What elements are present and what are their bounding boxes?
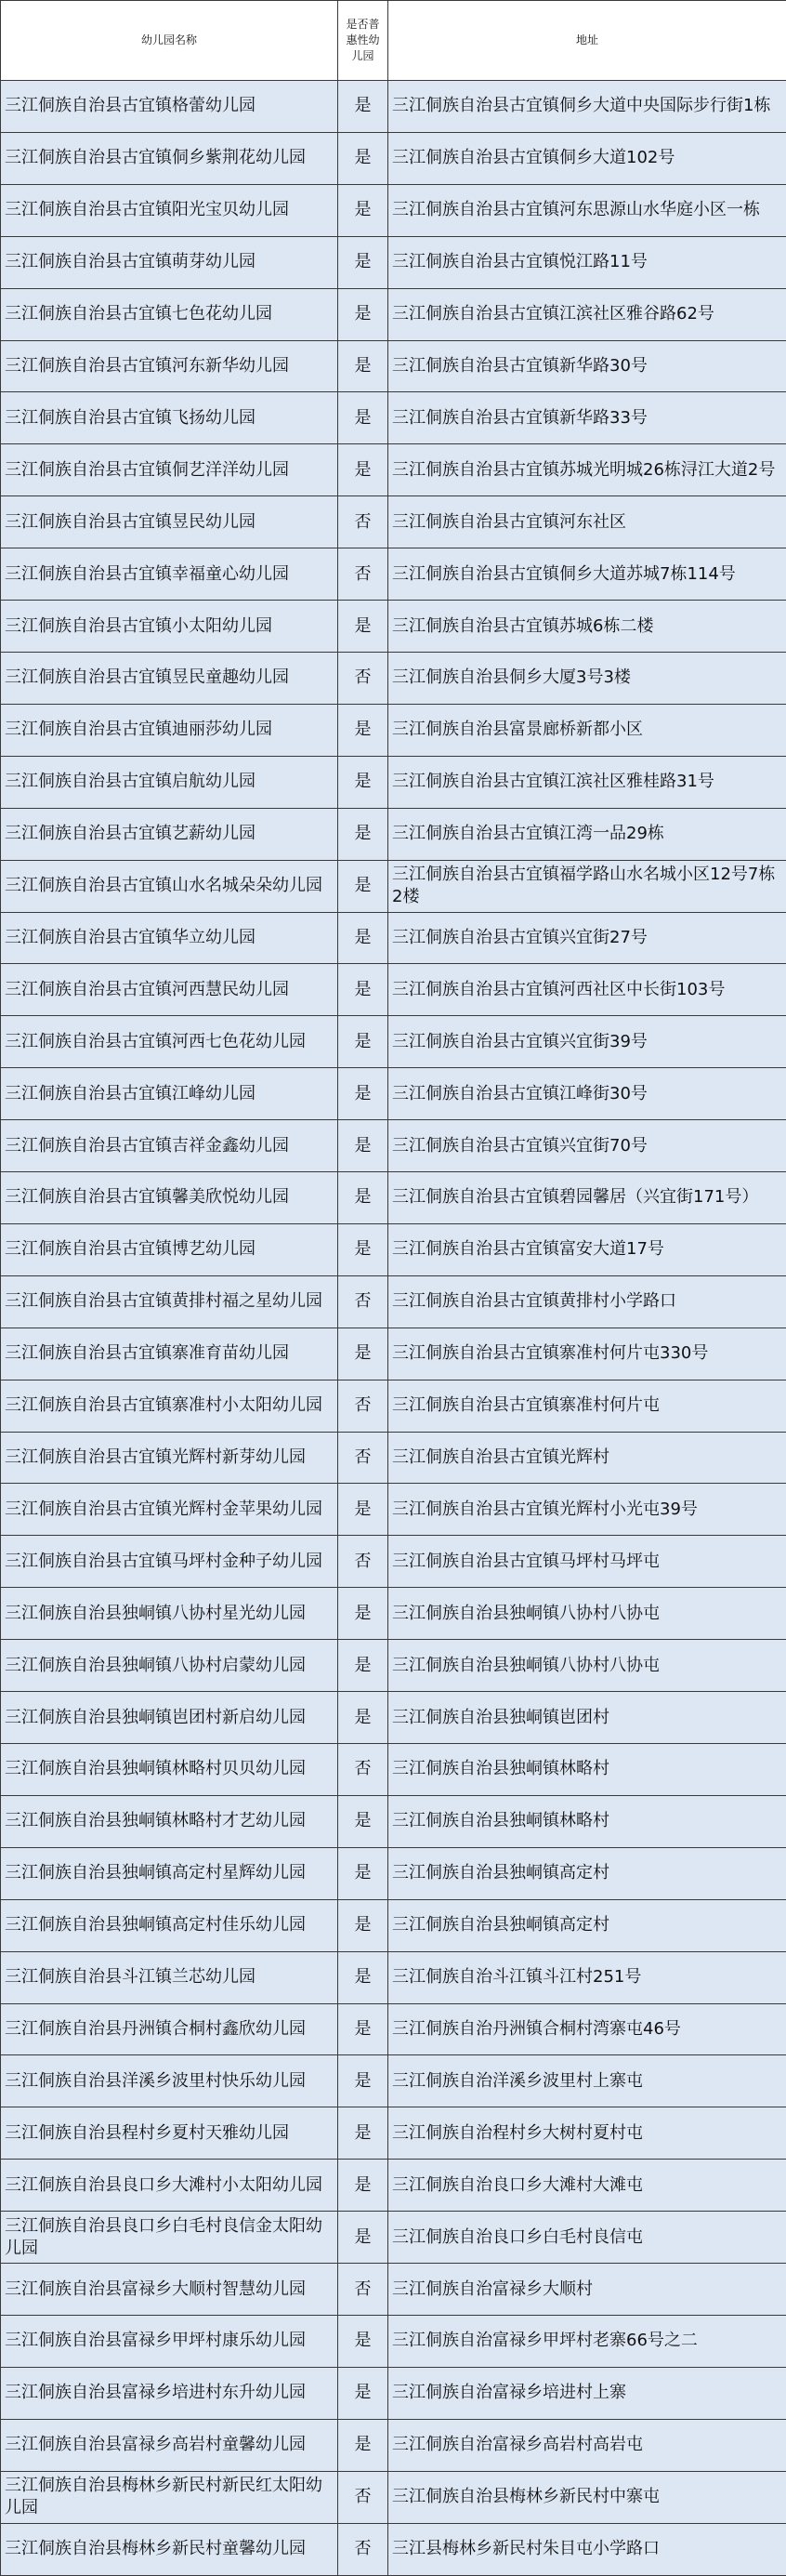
table-row	[1, 2471, 786, 2523]
inclusive-flag-cell: 是	[338, 1795, 388, 1847]
address-cell: 三江侗族自治县古宜镇河西社区中长街103号	[388, 964, 786, 1016]
table-row	[1, 1536, 786, 1588]
inclusive-flag-cell: 是	[338, 601, 388, 653]
kindergarten-name-cell: 三江侗族自治县程村乡夏村天雅幼儿园	[1, 2107, 338, 2160]
inclusive-flag-cell: 是	[338, 392, 388, 444]
inclusive-flag-cell: 是	[338, 444, 388, 496]
address-cell: 三江侗族自治县古宜镇江湾一品29栋	[388, 808, 786, 860]
address-cell: 三江侗族自治富禄乡甲坪村老寨66号之二	[388, 2315, 786, 2367]
kindergarten-name-cell: 三江侗族自治县独峒镇八协村星光幼儿园	[1, 1588, 338, 1640]
table-row	[1, 2055, 786, 2107]
table-row	[1, 1223, 786, 1275]
table-row	[1, 1692, 786, 1744]
table-row	[1, 548, 786, 601]
kindergarten-name-cell: 三江侗族自治县独峒镇高定村佳乐幼儿园	[1, 1899, 338, 1951]
address-cell: 三江侗族自治县古宜镇兴宜街27号	[388, 912, 786, 964]
inclusive-flag-cell: 是	[338, 2367, 388, 2419]
address-cell: 三江侗族自治程村乡大树村夏村屯	[388, 2107, 786, 2160]
table-row	[1, 2264, 786, 2316]
inclusive-flag-cell: 是	[338, 1016, 388, 1068]
table-row	[1, 808, 786, 860]
address-cell: 三江侗族自治县古宜镇寨准村何片屯330号	[388, 1328, 786, 1380]
inclusive-flag-cell: 否	[338, 1536, 388, 1588]
header-name: 幼儿园名称	[1, 1, 338, 81]
inclusive-flag-cell: 否	[338, 1275, 388, 1328]
inclusive-flag-cell: 否	[338, 496, 388, 548]
kindergarten-name-cell: 三江侗族自治县独峒镇八协村启蒙幼儿园	[1, 1640, 338, 1692]
address-cell: 三江县梅林乡新民村朱目屯小学路口	[388, 2523, 786, 2575]
inclusive-flag-cell: 是	[338, 808, 388, 860]
inclusive-flag-cell: 是	[338, 1223, 388, 1275]
kindergarten-name-cell: 三江侗族自治县古宜镇黄排村福之星幼儿园	[1, 1275, 338, 1328]
inclusive-flag-cell: 是	[338, 964, 388, 1016]
table-row	[1, 444, 786, 496]
kindergarten-name-cell: 三江侗族自治县古宜镇马坪村金种子幼儿园	[1, 1536, 338, 1588]
address-cell: 三江侗族自治县古宜镇河东社区	[388, 496, 786, 548]
inclusive-flag-cell: 是	[338, 2315, 388, 2367]
inclusive-flag-cell: 是	[338, 1899, 388, 1951]
table-row	[1, 912, 786, 964]
address-cell: 三江侗族自治县古宜镇侗乡大道苏城7栋114号	[388, 548, 786, 601]
inclusive-flag-cell: 是	[338, 288, 388, 340]
kindergarten-name-cell: 三江侗族自治县古宜镇艺薪幼儿园	[1, 808, 338, 860]
inclusive-flag-cell: 是	[338, 2160, 388, 2212]
kindergarten-name-cell: 三江侗族自治县古宜镇阳光宝贝幼儿园	[1, 184, 338, 236]
address-cell: 三江侗族自治县古宜镇苏城光明城26栋浔江大道2号	[388, 444, 786, 496]
table-row	[1, 1847, 786, 1899]
inclusive-flag-cell: 是	[338, 1951, 388, 2003]
kindergarten-name-cell: 三江侗族自治县古宜镇寨准村小太阳幼儿园	[1, 1380, 338, 1432]
address-cell: 三江侗族自治县古宜镇悦江路11号	[388, 236, 786, 288]
kindergarten-name-cell: 三江侗族自治县古宜镇光辉村金苹果幼儿园	[1, 1484, 338, 1536]
kindergarten-name-cell: 三江侗族自治县梅林乡新民村童馨幼儿园	[1, 2523, 338, 2575]
address-cell: 三江侗族自治富禄乡高岩村高岩屯	[388, 2419, 786, 2471]
table-row	[1, 1795, 786, 1847]
kindergarten-name-cell: 三江侗族自治县古宜镇光辉村新芽幼儿园	[1, 1432, 338, 1484]
inclusive-flag-cell: 是	[338, 2003, 388, 2055]
kindergarten-name-cell: 三江侗族自治县良口乡白毛村良信金太阳幼儿园	[1, 2212, 338, 2264]
inclusive-flag-cell: 是	[338, 860, 388, 912]
kindergarten-name-cell: 三江侗族自治县富禄乡培进村东升幼儿园	[1, 2367, 338, 2419]
address-cell: 三江侗族自治良口乡白毛村良信屯	[388, 2212, 786, 2264]
inclusive-flag-cell: 否	[338, 1744, 388, 1796]
address-cell: 三江侗族自治县独峒镇高定村	[388, 1847, 786, 1899]
inclusive-flag-cell: 是	[338, 912, 388, 964]
table-row	[1, 601, 786, 653]
kindergarten-name-cell: 三江侗族自治县斗江镇兰芯幼儿园	[1, 1951, 338, 2003]
inclusive-flag-cell: 是	[338, 132, 388, 184]
kindergarten-name-cell: 三江侗族自治县独峒镇高定村星辉幼儿园	[1, 1847, 338, 1899]
table-row	[1, 2419, 786, 2471]
inclusive-flag-cell: 是	[338, 1484, 388, 1536]
address-cell: 三江侗族自治县古宜镇兴宜街70号	[388, 1120, 786, 1172]
address-cell: 三江侗族自治县梅林乡新民村中寨屯	[388, 2471, 786, 2523]
kindergarten-name-cell: 三江侗族自治县古宜镇迪丽莎幼儿园	[1, 704, 338, 756]
kindergarten-name-cell: 三江侗族自治县古宜镇侗艺洋洋幼儿园	[1, 444, 338, 496]
kindergarten-name-cell: 三江侗族自治县古宜镇河东新华幼儿园	[1, 340, 338, 392]
table-row	[1, 1640, 786, 1692]
kindergarten-name-cell: 三江侗族自治县独峒镇岜团村新启幼儿园	[1, 1692, 338, 1744]
table-row	[1, 1899, 786, 1951]
inclusive-flag-cell: 否	[338, 2264, 388, 2316]
address-cell: 三江侗族自治洋溪乡波里村上寨屯	[388, 2055, 786, 2107]
kindergarten-name-cell: 三江侗族自治县古宜镇格蕾幼儿园	[1, 81, 338, 133]
address-cell: 三江侗族自治县古宜镇富安大道17号	[388, 1223, 786, 1275]
kindergarten-name-cell: 三江侗族自治县古宜镇吉祥金鑫幼儿园	[1, 1120, 338, 1172]
inclusive-flag-cell: 是	[338, 2419, 388, 2471]
address-cell: 三江侗族自治富禄乡培进村上寨	[388, 2367, 786, 2419]
table-row	[1, 1120, 786, 1172]
address-cell: 三江侗族自治斗江镇斗江村251号	[388, 1951, 786, 2003]
table-row	[1, 2212, 786, 2264]
address-cell: 三江侗族自治县古宜镇新华路33号	[388, 392, 786, 444]
header-inclusive: 是否普惠性幼儿园	[338, 1, 388, 81]
address-cell: 三江侗族自治县古宜镇马坪村马坪屯	[388, 1536, 786, 1588]
inclusive-flag-cell: 是	[338, 81, 388, 133]
kindergarten-name-cell: 三江侗族自治县富禄乡甲坪村康乐幼儿园	[1, 2315, 338, 2367]
address-cell: 三江侗族自治县古宜镇江滨社区雅桂路31号	[388, 756, 786, 808]
address-cell: 三江侗族自治县古宜镇侗乡大道中央国际步行街1栋	[388, 81, 786, 133]
inclusive-flag-cell: 是	[338, 756, 388, 808]
table-row	[1, 1328, 786, 1380]
kindergarten-name-cell: 三江侗族自治县古宜镇七色花幼儿园	[1, 288, 338, 340]
table-row	[1, 132, 786, 184]
inclusive-flag-cell: 否	[338, 1432, 388, 1484]
address-cell: 三江侗族自治县古宜镇江滨社区雅谷路62号	[388, 288, 786, 340]
table-row	[1, 1588, 786, 1640]
kindergarten-name-cell: 三江侗族自治县古宜镇昱民童趣幼儿园	[1, 652, 338, 704]
table-row	[1, 1484, 786, 1536]
kindergarten-name-cell: 三江侗族自治县丹洲镇合桐村鑫欣幼儿园	[1, 2003, 338, 2055]
address-cell: 三江侗族自治县古宜镇苏城6栋二楼	[388, 601, 786, 653]
address-cell: 三江侗族自治县独峒镇八协村八协屯	[388, 1588, 786, 1640]
table-row	[1, 2315, 786, 2367]
inclusive-flag-cell: 是	[338, 1068, 388, 1120]
kindergarten-name-cell: 三江侗族自治县古宜镇博艺幼儿园	[1, 1223, 338, 1275]
kindergarten-name-cell: 三江侗族自治县独峒镇林略村才艺幼儿园	[1, 1795, 338, 1847]
address-cell: 三江侗族自治县古宜镇黄排村小学路口	[388, 1275, 786, 1328]
kindergarten-name-cell: 三江侗族自治县古宜镇侗乡紫荆花幼儿园	[1, 132, 338, 184]
table-body	[1, 81, 786, 2576]
kindergarten-name-cell: 三江侗族自治县古宜镇飞扬幼儿园	[1, 392, 338, 444]
table-row	[1, 704, 786, 756]
table-row	[1, 2003, 786, 2055]
address-cell: 三江侗族自治县古宜镇新华路30号	[388, 340, 786, 392]
address-cell: 三江侗族自治县古宜镇光辉村	[388, 1432, 786, 1484]
table-row	[1, 184, 786, 236]
table-row	[1, 652, 786, 704]
inclusive-flag-cell: 是	[338, 2055, 388, 2107]
address-cell: 三江侗族自治丹洲镇合桐村湾寨屯46号	[388, 2003, 786, 2055]
kindergarten-name-cell: 三江侗族自治县古宜镇寨准育苗幼儿园	[1, 1328, 338, 1380]
address-cell: 三江侗族自治县古宜镇兴宜街39号	[388, 1016, 786, 1068]
table-row	[1, 1172, 786, 1224]
address-cell: 三江侗族自治县古宜镇河东思源山水华庭小区一栋	[388, 184, 786, 236]
inclusive-flag-cell: 是	[338, 2212, 388, 2264]
address-cell: 三江侗族自治良口乡大滩村大滩屯	[388, 2160, 786, 2212]
address-cell: 三江侗族自治县古宜镇碧园馨居（兴宜街171号）	[388, 1172, 786, 1224]
table-row	[1, 392, 786, 444]
address-cell: 三江侗族自治县古宜镇侗乡大道102号	[388, 132, 786, 184]
kindergarten-name-cell: 三江侗族自治县洋溪乡波里村快乐幼儿园	[1, 2055, 338, 2107]
kindergarten-name-cell: 三江侗族自治县古宜镇启航幼儿园	[1, 756, 338, 808]
table-row	[1, 288, 786, 340]
table-row	[1, 1068, 786, 1120]
address-cell: 三江侗族自治县侗乡大厦3号3楼	[388, 652, 786, 704]
kindergarten-name-cell: 三江侗族自治县富禄乡大顺村智慧幼儿园	[1, 2264, 338, 2316]
header-address: 地址	[388, 1, 786, 81]
table-row	[1, 1016, 786, 1068]
inclusive-flag-cell: 否	[338, 1380, 388, 1432]
table-row	[1, 2160, 786, 2212]
table-row	[1, 860, 786, 912]
inclusive-flag-cell: 是	[338, 184, 388, 236]
inclusive-flag-cell: 是	[338, 1692, 388, 1744]
address-cell: 三江侗族自治县独峒镇林略村	[388, 1795, 786, 1847]
table-row	[1, 236, 786, 288]
table-row	[1, 2367, 786, 2419]
inclusive-flag-cell: 是	[338, 1640, 388, 1692]
table-row	[1, 496, 786, 548]
address-cell: 三江侗族自治富禄乡大顺村	[388, 2264, 786, 2316]
inclusive-flag-cell: 否	[338, 548, 388, 601]
table-row	[1, 2523, 786, 2575]
inclusive-flag-cell: 是	[338, 1120, 388, 1172]
inclusive-flag-cell: 是	[338, 1328, 388, 1380]
address-cell: 三江侗族自治县独峒镇八协村八协屯	[388, 1640, 786, 1692]
address-cell: 三江侗族自治县独峒镇岜团村	[388, 1692, 786, 1744]
table-row	[1, 81, 786, 133]
address-cell: 三江侗族自治县古宜镇福学路山水名城小区12号7栋2楼	[388, 860, 786, 912]
kindergarten-name-cell: 三江侗族自治县古宜镇江峰幼儿园	[1, 1068, 338, 1120]
table-row	[1, 2107, 786, 2160]
inclusive-flag-cell: 否	[338, 652, 388, 704]
address-cell: 三江侗族自治县古宜镇江峰街30号	[388, 1068, 786, 1120]
kindergarten-name-cell: 三江侗族自治县独峒镇林略村贝贝幼儿园	[1, 1744, 338, 1796]
address-cell: 三江侗族自治县独峒镇高定村	[388, 1899, 786, 1951]
header-row	[1, 1, 786, 81]
table-row	[1, 1275, 786, 1328]
kindergarten-name-cell: 三江侗族自治县良口乡大滩村小太阳幼儿园	[1, 2160, 338, 2212]
inclusive-flag-cell: 是	[338, 1847, 388, 1899]
table-row	[1, 756, 786, 808]
inclusive-flag-cell: 是	[338, 1172, 388, 1224]
table-row	[1, 1744, 786, 1796]
kindergarten-name-cell: 三江侗族自治县古宜镇昱民幼儿园	[1, 496, 338, 548]
kindergarten-name-cell: 三江侗族自治县古宜镇山水名城朵朵幼儿园	[1, 860, 338, 912]
kindergarten-name-cell: 三江侗族自治县古宜镇萌芽幼儿园	[1, 236, 338, 288]
address-cell: 三江侗族自治县古宜镇寨准村何片屯	[388, 1380, 786, 1432]
kindergarten-name-cell: 三江侗族自治县古宜镇幸福童心幼儿园	[1, 548, 338, 601]
inclusive-flag-cell: 否	[338, 2523, 388, 2575]
kindergarten-name-cell: 三江侗族自治县梅林乡新民村新民红太阳幼儿园	[1, 2471, 338, 2523]
table-row	[1, 1432, 786, 1484]
kindergarten-name-cell: 三江侗族自治县古宜镇小太阳幼儿园	[1, 601, 338, 653]
inclusive-flag-cell: 是	[338, 340, 388, 392]
kindergarten-name-cell: 三江侗族自治县古宜镇河西七色花幼儿园	[1, 1016, 338, 1068]
inclusive-flag-cell: 否	[338, 2471, 388, 2523]
inclusive-flag-cell: 是	[338, 236, 388, 288]
kindergarten-name-cell: 三江侗族自治县富禄乡高岩村童馨幼儿园	[1, 2419, 338, 2471]
inclusive-flag-cell: 是	[338, 1588, 388, 1640]
address-cell: 三江侗族自治县富景廊桥新都小区	[388, 704, 786, 756]
table-row	[1, 964, 786, 1016]
inclusive-flag-cell: 是	[338, 2107, 388, 2160]
kindergarten-name-cell: 三江侗族自治县古宜镇河西慧民幼儿园	[1, 964, 338, 1016]
kindergarten-name-cell: 三江侗族自治县古宜镇馨美欣悦幼儿园	[1, 1172, 338, 1224]
kindergarten-name-cell: 三江侗族自治县古宜镇华立幼儿园	[1, 912, 338, 964]
address-cell: 三江侗族自治县古宜镇光辉村小光屯39号	[388, 1484, 786, 1536]
table-row	[1, 340, 786, 392]
table-row	[1, 1951, 786, 2003]
table-row	[1, 1380, 786, 1432]
inclusive-flag-cell: 是	[338, 704, 388, 756]
address-cell: 三江侗族自治县独峒镇林略村	[388, 1744, 786, 1796]
